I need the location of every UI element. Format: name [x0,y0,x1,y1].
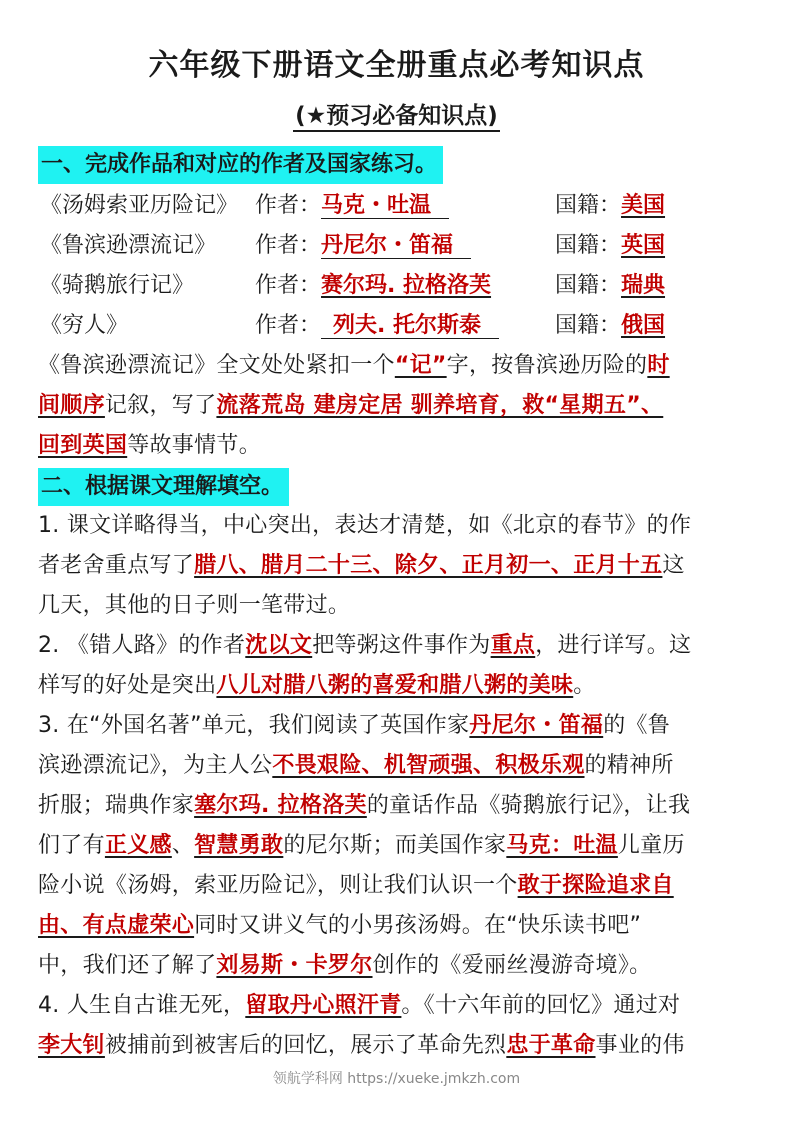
paragraph-line [38,346,756,386]
question-2-line [38,666,756,706]
text: 把等粥这件事作为 [312,633,491,658]
paragraph-line [38,426,756,466]
nation-label: 国籍： [555,313,622,338]
author-label: 作者： [255,233,322,258]
answer: 塞尔玛. 拉格洛芙 [194,793,367,818]
answer: 沈以文 [245,633,313,658]
author-cell [255,186,449,226]
author-answer: 丹尼尔・笛福 [321,233,471,259]
author-label: 作者： [255,313,322,338]
text: 3. 在“外国名著”单元，我们阅读了英国作家 [38,713,470,738]
question-1-line [38,506,756,546]
author-cell [255,226,471,266]
nation-cell [555,306,665,346]
question-4-line [38,986,756,1026]
answer: 忠于革命 [506,1033,596,1058]
author-label: 作者： [255,193,322,218]
text: 2. 《错人路》的作者 [38,633,246,658]
text: 同时又讲义气的小男孩汤姆。在“快乐读书吧” [194,913,642,938]
work-title: 《汤姆索亚历险记》 [40,193,239,218]
nation-answer: 美国 [621,193,666,218]
answer: 马克：吐温 [506,833,618,858]
question-1-line [38,546,756,586]
text: 滨逊漂流记》，为主人公 [38,753,273,778]
question-3-line [38,946,756,986]
text: 者老舍重点写了 [38,553,195,578]
text: 的童话作品《骑鹅旅行记》，让我 [366,793,691,818]
answer: 重点 [490,633,536,658]
text: 等故事情节。 [127,433,262,458]
work-title: 《鲁滨逊漂流记》 [40,233,217,258]
answer: 流落荒岛 建房定居 驯养培育，救“星期五”、 [216,393,664,418]
answer: 留取丹心照汗青 [245,993,402,1018]
author-answer: 赛尔玛. 拉格洛芙 [321,273,492,298]
question-3-line [38,906,756,946]
answer: 回到英国 [38,433,128,458]
answer: 由、有点虚荣心 [38,913,195,938]
nation-label: 国籍： [555,233,622,258]
text: 被捕前到被害后的回忆，展示了革命先烈 [104,1033,507,1058]
text: 中，我们还了解了 [38,953,217,978]
question-2-line [38,626,756,666]
text: 的尼尔斯；而美国作家 [283,833,507,858]
work-title: 《穷人》 [40,313,129,338]
footer-watermark: 领航学科网 https://xueke.jmkzh.com [272,1071,521,1087]
page-title: 六年级下册语文全册重点必考知识点 [148,48,645,83]
text: 。 [573,673,596,698]
answer: 间顺序 [38,393,105,418]
question-1-line [38,586,756,626]
section-2-heading: 二、根据课文理解填空。 [38,468,289,506]
answer: 刘易斯・卡罗尔 [216,953,373,978]
text: 《鲁滨逊漂流记》全文处处紧扣一个 [38,353,395,378]
nation-answer: 瑞典 [621,273,666,298]
nation-cell [555,266,665,306]
text: ，进行详写。这 [535,633,692,658]
text: 记叙，写了 [104,393,217,418]
text: 字，按鲁滨逊历险的 [446,353,648,378]
answer: 李大钊 [38,1033,105,1058]
question-4-line [38,1026,756,1066]
text: 儿童历 [617,833,685,858]
text: 们了有 [38,833,105,858]
author-answer: 列夫. 托尔斯泰 [321,313,499,339]
answer: 敢于探险追求自 [517,873,674,898]
question-3-line [38,826,756,866]
author-cell [255,306,499,346]
author-answer: 马克・吐温 [321,193,449,219]
answer: 不畏艰险、机智顽强、积极乐观 [272,753,585,778]
nation-cell [555,226,665,266]
author-cell [255,266,491,306]
text: 、 [171,833,195,858]
answer: 智慧勇敢 [194,833,284,858]
question-3-line [38,746,756,786]
question-3-line [38,706,756,746]
answer: 八儿对腊八粥的喜爱和腊八粥的美味 [216,673,574,698]
section-1-heading: 一、完成作品和对应的作者及国家练习。 [38,146,443,184]
nation-cell [555,186,665,226]
nation-answer: 俄国 [621,313,666,338]
text: 这 [662,553,685,578]
paragraph-line [38,386,756,426]
text: 折服；瑞典作家 [38,793,195,818]
text: 4. 人生自古谁无死， [38,993,246,1018]
text: 。《十六年前的回忆》通过对 [401,993,681,1018]
question-3-line [38,786,756,826]
nation-label: 国籍： [555,273,622,298]
text: 几天，其他的日子则一笔带过。 [38,593,351,618]
text: 的《鲁 [603,713,671,738]
text: 的精神所 [584,753,674,778]
text: 1. 课文详略得当，中心突出，表达才清楚，如《北京的春节》的作 [38,513,692,538]
text: 创作的《爱丽丝漫游奇境》。 [372,953,652,978]
nation-answer: 英国 [621,233,666,258]
work-title: 《骑鹅旅行记》 [40,273,195,298]
answer: 时 [647,353,670,378]
text: 事业的伟 [595,1033,685,1058]
page-subtitle-text: (★预习必备知识点) [293,103,500,132]
question-3-line [38,866,756,906]
author-label: 作者： [255,273,322,298]
nation-label: 国籍： [555,193,622,218]
answer: 腊八、腊月二十三、除夕、正月初一、正月十五 [194,553,663,578]
page-subtitle [0,98,793,134]
answer: “记” [394,353,447,378]
text: 样写的好处是突出 [38,673,217,698]
text: 险小说《汤姆，索亚历险记》，则让我们认识一个 [38,873,518,898]
answer: 正义感 [104,833,172,858]
answer: 丹尼尔・笛福 [469,713,604,738]
